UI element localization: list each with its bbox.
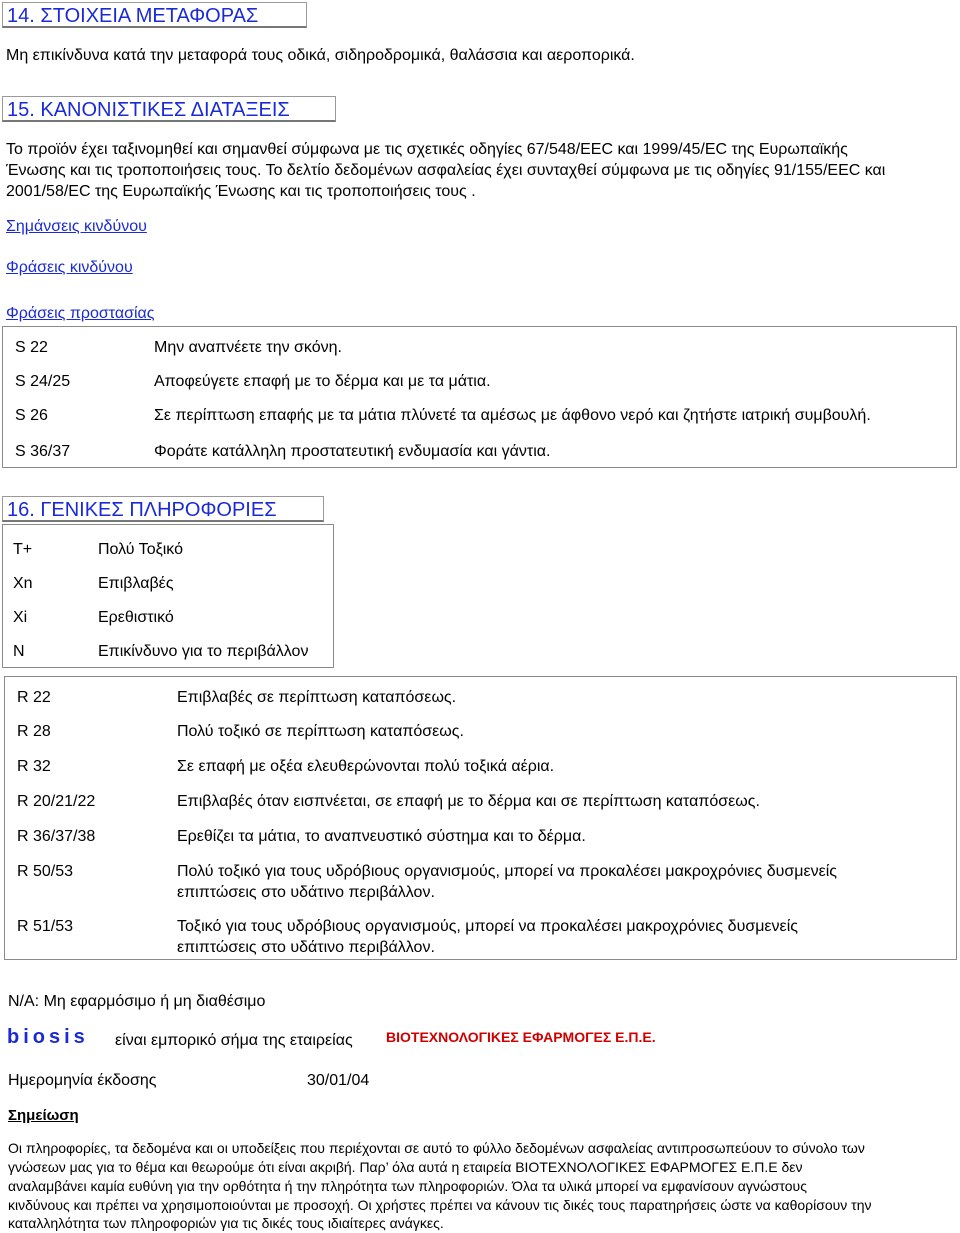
risk-code: R 20/21/22	[17, 793, 96, 810]
risk-text: Επιβλαβές σε περίπτωση καταπόσεως.	[177, 689, 457, 706]
issue-date-label: Ημερομηνία έκδοσης	[8, 1072, 157, 1089]
risk-text-cont: επιπτώσεις στο υδάτινο περιβάλλον.	[177, 939, 435, 956]
issue-date: 30/01/04	[307, 1072, 370, 1089]
safety-code: S 26	[15, 407, 48, 424]
symbol-code: Xn	[13, 575, 33, 592]
na-note: N/A: Μη εφαρμόσιμο ή μη διαθέσιμο	[8, 993, 266, 1010]
symbol-code: N	[13, 643, 25, 660]
risk-text: Πολύ τοξικό σε περίπτωση καταπόσεως.	[177, 723, 464, 740]
symbol-text: Ερεθιστικό	[98, 609, 174, 626]
risk-text: Τοξικό για τους υδρόβιους οργανισμούς, μπορεί να προκαλέσει μακροχρόνιες δυσμενείς	[177, 918, 798, 935]
risk-text: Σε επαφή με οξέα ελευθερώνονται πολύ τοξικά αέρια.	[177, 758, 555, 775]
risk-text: Ερεθίζει τα μάτια, το αναπνευστικό σύστημα και το δέρμα.	[177, 828, 586, 845]
note-line: καταλληλότητα των πληροφοριών για τις δικές τους ιδιαίτερες ανάγκες.	[8, 1215, 444, 1231]
brand-logo: biosis	[7, 1026, 89, 1048]
section-15-title: 15. ΚΑΝΟΝΙΣΤΙΚΕΣ ΔΙΑΤΑΞΕΙΣ	[2, 96, 336, 122]
symbol-code: Xi	[13, 609, 28, 626]
symbol-text: Επικίνδυνο για το περιβάλλον	[98, 643, 309, 660]
risk-code: R 32	[17, 758, 51, 775]
note-title: Σημείωση	[8, 1107, 79, 1124]
symbol-text: Πολύ Τοξικό	[98, 541, 184, 558]
risk-text: Επιβλαβές όταν εισπνέεται, σε επαφή με το δέρμα και σε περίπτωση καταπόσεως.	[177, 793, 760, 810]
symbol-code: T+	[13, 541, 33, 558]
safety-code: S 36/37	[15, 443, 71, 460]
regulation-line: Το προϊόν έχει ταξινομηθεί και σημανθεί σύμφωνα με τις σχετικές οδηγίες 67/548/ΕΕC και 1999/45/EC της Ευρωπαϊκής	[6, 141, 848, 158]
section-14-title: 14. ΣΤΟΙΧΕΙΑ ΜΕΤΑΦΟΡΑΣ	[2, 2, 307, 28]
safety-phrases-link[interactable]: Φράσεις προστασίας	[6, 305, 155, 322]
safety-text: Φοράτε κατάλληλη προστατευτική ενδυμασία και γάντια.	[154, 443, 551, 460]
risk-code: R 50/53	[17, 863, 74, 880]
safety-code: S 22	[15, 339, 48, 356]
note-line: αναλαμβάνει καμία ευθύνη για την ορθότητα ή την πληρότητα των πληροφοριών. Όλα τα υλικά μπορεί να εμφανίσουν αγνώστους	[8, 1178, 807, 1194]
transport-text: Μη επικίνδυνα κατά την μεταφορά τους οδικά, σιδηροδρομικά, θαλάσσια και αεροπορικά.	[6, 47, 635, 64]
note-line: γνώσεων μας για το θέμα και θεωρούμε ότι είναι ακριβή. Παρ’ όλα αυτά η εταιρεία ΒΙΟΤΕΧΝΟΛΟΓΙΚΕΣ ΕΦΑΡΜΟΓΕΣ Ε.Π.Ε δεν	[8, 1159, 803, 1175]
risk-code: R 36/37/38	[17, 828, 96, 845]
safety-text: Σε περίπτωση επαφής με τα μάτια πλύνετέ τα αμέσως με άφθονο νερό και ζητήστε ιατρική συμβουλή.	[154, 407, 871, 424]
risk-code: R 51/53	[17, 918, 74, 935]
hazard-symbols-table	[2, 524, 334, 668]
risk-phrases-link[interactable]: Φράσεις κινδύνου	[6, 259, 133, 276]
brand-text: είναι εμπορικό σήμα της εταιρείας	[115, 1032, 353, 1049]
safety-phrases-table	[2, 326, 957, 468]
note-line: κινδύνους και πρέπει να χρησιμοποιούνται με προσοχή. Οι χρήστες πρέπει να κάνουν τις δικές τους παρατηρήσεις ώστε να καθορίσουν την	[8, 1197, 872, 1213]
safety-text: Μην αναπνέετε την σκόνη.	[154, 339, 342, 356]
hazard-signs-link[interactable]: Σημάνσεις κινδύνου	[6, 218, 147, 235]
regulation-line: 2001/58/EC της Ευρωπαϊκής Ένωσης και τις τροποποιήσεις τους .	[6, 183, 476, 200]
note-line: Οι πληροφορίες, τα δεδομένα και οι υποδείξεις που περιέχονται σε αυτό το φύλλο δεδομένων ασφαλείας αντιπροσωπεύουν το σύνολο των	[8, 1140, 865, 1156]
risk-text-cont: επιπτώσεις στο υδάτινο περιβάλλον.	[177, 884, 435, 901]
risk-code: R 22	[17, 689, 51, 706]
risk-text: Πολύ τοξικό για τους υδρόβιους οργανισμούς, μπορεί να προκαλέσει μακροχρόνιες δυσμενείς	[177, 863, 837, 880]
safety-text: Αποφεύγετε επαφή με το δέρμα και με τα μάτια.	[154, 373, 491, 390]
symbol-text: Επιβλαβές	[98, 575, 174, 592]
safety-code: S 24/25	[15, 373, 71, 390]
risk-phrases-table	[4, 676, 957, 960]
company-name: ΒΙΟΤΕΧΝΟΛΟΓΙΚΕΣ ΕΦΑΡΜΟΓΕΣ Ε.Π.Ε.	[386, 1029, 656, 1045]
section-16-title: 16. ΓΕΝΙΚΕΣ ΠΛΗΡΟΦΟΡΙΕΣ	[2, 496, 324, 522]
regulation-line: Ένωσης και τις τροποποιήσεις τους. Το δελτίο δεδομένων ασφαλείας έχει συνταχθεί σύμφωνα με τις οδηγίες 91/155/ΕΕC και	[6, 162, 886, 179]
risk-code: R 28	[17, 723, 51, 740]
